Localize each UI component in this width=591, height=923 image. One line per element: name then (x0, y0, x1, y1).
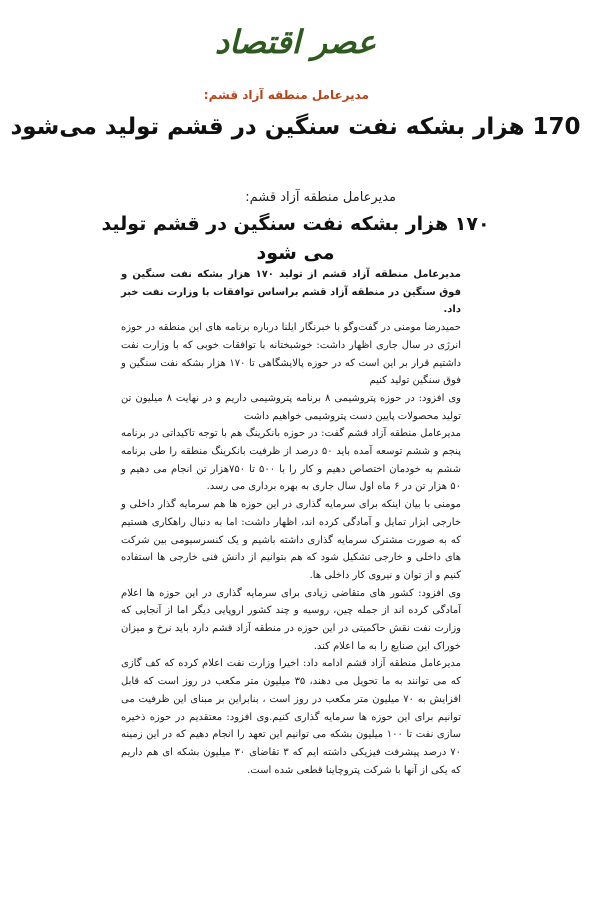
clipping-paragraph: مومنی با بیان اینکه برای سرمایه گذاری در این حوزه ها هم سرمایه گذار داخلی و خارجی ابزار تمایل و آمادگی کرده اند، اظهار داشت: اما به دنبال راهکاری هستیم که به صورت مشترک سرمایه گذاری داشته باشیم و یک کنسرسیومی بین شرکت های داخلی و خارجی تشکیل شود که هم بتوانیم از دانش فنی خارجی ها استفاده کنیم و از توان و نیروی کار داخلی ها. (121, 499, 461, 581)
publication-logo: عصر اقتصاد (214, 23, 377, 61)
clipping-lead: مدیرعامل منطقه آزاد قشم از تولید ۱۷۰ هزار بشکه نفت سنگین و فوق سنگین در منطقه آزاد قشم براساس توافقات با وزارت نفت خبر داد. (121, 269, 462, 316)
clipping-paragraph: مدیرعامل منطقه آزاد قشم ادامه داد: اخیرا وزارت نفت اعلام کرده که کف گازی که می توانند به ما تحویل می دهند، ۳۵ میلیون متر مکعب در روز است که قابل افزایش به ۷۰ میلیون متر مکعب در روز است ، بنابراین بر مبنای این ظرفیت می توانیم برای این حوزه ها سرمایه گذاری کنیم.وی افزود: معتقدیم در حوزه ذخیره سازی نفت تا ۱۰۰ میلیون بشکه می توانیم این تعهد را انجام دهیم که در این زمینه ۷۰ درصد پیشرفت فیزیکی داشته ایم که ۳ تقاضای ۳۰ میلیون بشکه ای هم داریم که یکی از آنها با شرکت پتروچاینا قطعی شده است. (121, 658, 462, 776)
masthead (0, 14, 591, 70)
article-kicker: مدیرعامل منطقه آزاد قشم: (203, 88, 369, 102)
clipping-body (121, 266, 461, 779)
clipping-kicker: مدیرعامل منطقه آزاد قشم: (245, 190, 396, 205)
clipping-paragraph: حمیدرضا مومنی در گفت‌وگو با خبرنگار ایلنا درباره برنامه های این منطقه در حوزه انرژی در سال جاری اظهار داشت: خوشبختانه با توافقات خوبی که با وزارت نفت داشتیم قرار بر این است که در حوزه پالایشگاهی تا ۱۷۰ هزار بشکه نفت سنگین و فوق سنگین تولید کنیم (121, 322, 461, 387)
clipping-paragraph: وی افزود: کشور های متقاضی زیادی برای سرمایه گذاری در این حوزه ها اعلام آمادگی کرده اند از جمله چین، روسیه و چند کشور اروپایی دیگر اما از آنجایی که وزارت نفت نقش حاکمیتی در این حوزه در منطقه آزاد قشم دارد باید نرخ و میزان خوراک این صنایع را به ما اعلام کند. (121, 587, 461, 652)
clipping-paragraph: مدیرعامل منطقه آزاد قشم گفت: در حوزه بانکرینگ هم با توجه تاکیداتی در برنامه پنجم و ششم توسعه آمده باید ۵۰ درصد از ظرفیت بانکرینگ منطقه را طی برنامه ششم به خودمان اختصاص دهیم و کار را با ۵۰۰ تا ۷۵۰هزار تن انجام می دهیم و ۵۰ هزار تن در ۶ ماه اول سال جاری به بهره برداری می رسد. (121, 428, 461, 493)
newspaper-clipping (0, 180, 591, 923)
article-headline: 170 هزار بشکه نفت سنگین در قشم تولید می‌شود (10, 114, 581, 140)
clipping-paragraph: وی افزود: در حوزه پتروشیمی ۸ برنامه پتروشیمی داریم و در نهایت ۸ میلیون تن تولید محصولات پایین دست پتروشیمی خواهیم داشت (121, 392, 462, 422)
clipping-title: ۱۷۰ هزار بشکه نفت سنگین در قشم تولید می شود (101, 213, 490, 264)
